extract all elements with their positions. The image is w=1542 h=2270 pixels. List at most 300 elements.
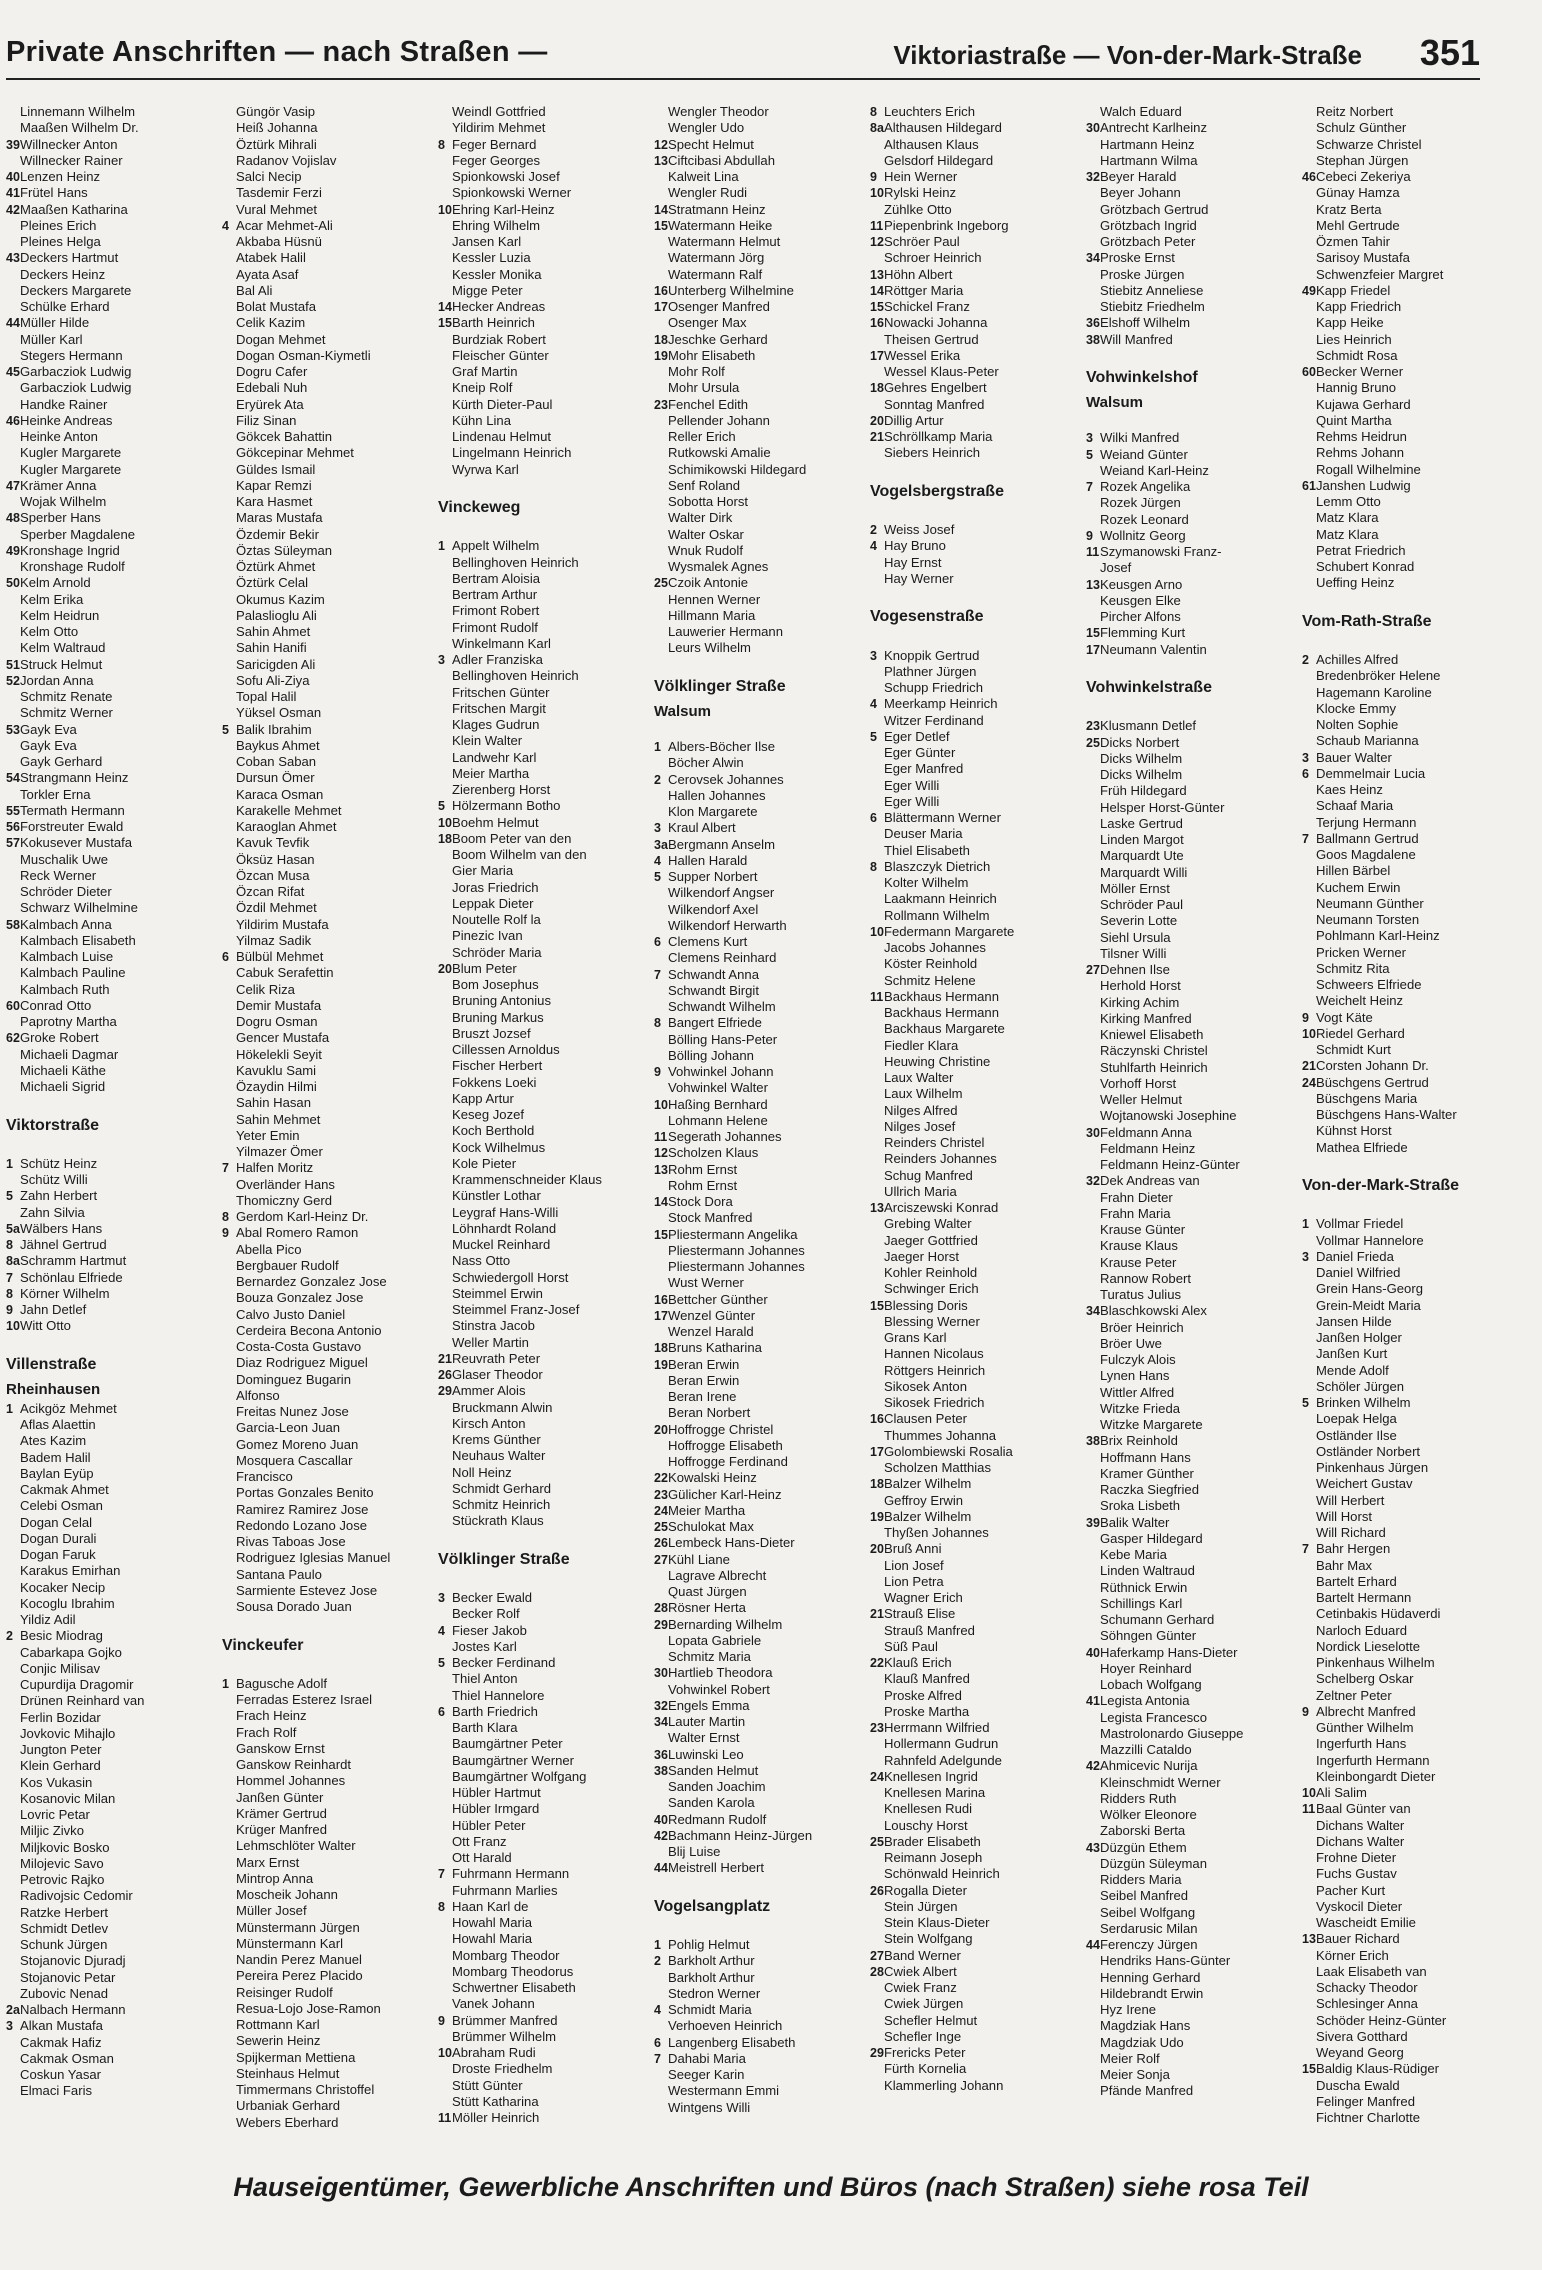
house-number — [1086, 1775, 1100, 1791]
house-number: 38 — [1086, 332, 1100, 347]
house-number — [870, 1818, 884, 1834]
resident-name: Knellesen Marina — [884, 1785, 986, 1800]
directory-entry — [1086, 234, 1302, 250]
house-number — [870, 1460, 884, 1476]
directory-entry — [6, 494, 222, 510]
resident-name: Hillen Bärbel — [1316, 863, 1391, 879]
directory-entry — [1086, 642, 1302, 658]
resident-name: Sroka Lisbeth — [1100, 1498, 1181, 1514]
resident-name: Hoffrogge Elisabeth — [668, 1437, 783, 1453]
resident-name: Schulokat Max — [668, 1519, 754, 1534]
house-number — [1302, 1558, 1316, 1574]
directory-entry — [1302, 1428, 1518, 1444]
directory-entry — [438, 912, 654, 928]
house-number — [1086, 299, 1100, 315]
resident-name: Edebali Nuh — [236, 380, 308, 396]
house-number — [1302, 945, 1316, 961]
resident-name: Krems Günther — [452, 1432, 541, 1447]
resident-name: Zubovic Nenad — [20, 1985, 109, 2001]
directory-entry — [438, 2029, 654, 2045]
house-number — [438, 993, 452, 1009]
house-number — [438, 1205, 452, 1221]
house-number — [438, 701, 452, 717]
house-number — [222, 2082, 236, 2098]
directory-entry — [222, 494, 438, 510]
directory-entry — [438, 1964, 654, 1980]
directory-entry — [870, 761, 1086, 777]
resident-name: Gayk Eva — [20, 737, 77, 753]
house-number: 27 — [870, 1948, 884, 1963]
house-number — [870, 250, 884, 266]
directory-entry — [222, 689, 438, 705]
house-number — [222, 1550, 236, 1566]
resident-name: Nilges Josef — [884, 1118, 956, 1134]
house-number — [438, 863, 452, 879]
resident-name: Adler Franziska — [452, 652, 543, 667]
resident-name: Landwehr Karl — [452, 749, 537, 765]
resident-name: Kniewel Elisabeth — [1100, 1027, 1204, 1042]
directory-entry — [1086, 2002, 1302, 2018]
directory-entry — [1302, 413, 1518, 429]
resident-name: Bruning Antonius — [452, 993, 552, 1009]
directory-entry — [438, 928, 654, 944]
directory-entry — [222, 413, 438, 429]
resident-name: Krämer Anna — [20, 477, 97, 493]
house-number: 38 — [1086, 1434, 1100, 1449]
house-number: 30 — [1086, 121, 1100, 136]
resident-name: Kneip Rolf — [452, 380, 513, 396]
directory-entry — [654, 1779, 870, 1795]
house-number — [1302, 1720, 1316, 1736]
resident-name: Mohr Ursula — [668, 380, 740, 396]
directory-entry — [222, 104, 438, 120]
house-number — [222, 1063, 236, 1079]
spacer — [1302, 1200, 1518, 1216]
house-number — [654, 462, 668, 478]
directory-entry — [870, 1314, 1086, 1330]
directory-entry — [1086, 930, 1302, 946]
resident-name: Pleines Helga — [20, 234, 101, 249]
house-number — [1086, 1190, 1100, 1206]
directory-entry — [654, 1970, 870, 1986]
resident-name: Schmidt Gerhard — [452, 1480, 551, 1496]
resident-name: Rodriguez Iglesias Manuel — [236, 1550, 391, 1566]
house-number — [222, 104, 236, 120]
directory-entry — [1086, 153, 1302, 169]
resident-name: Öztürk Ahmet — [236, 559, 316, 574]
resident-name: Sanden Joachim — [668, 1779, 766, 1794]
directory-entry — [1302, 1140, 1518, 1156]
directory-entry — [1302, 510, 1518, 526]
directory-entry — [6, 1188, 222, 1204]
house-number: 40 — [6, 170, 20, 184]
directory-entry — [222, 527, 438, 543]
house-number: 32 — [1086, 170, 1100, 184]
directory-entry — [438, 1221, 654, 1237]
directory-entry — [870, 1460, 1086, 1476]
house-number — [1302, 1346, 1316, 1362]
directory-entry — [1302, 1395, 1518, 1411]
house-number — [1086, 2051, 1100, 2067]
directory-entry — [222, 1355, 438, 1371]
resident-name: Legista Antonia — [1100, 1693, 1190, 1709]
directory-entry — [1086, 816, 1302, 832]
resident-name: Hecker Andreas — [452, 299, 546, 314]
directory-entry — [6, 592, 222, 608]
resident-name: Haferkamp Hans-Dieter — [1100, 1644, 1238, 1660]
resident-name: Deuser Maria — [884, 826, 963, 842]
resident-name: Vorhoff Horst — [1100, 1075, 1177, 1091]
resident-name: Matz Klara — [1316, 510, 1379, 526]
resident-name: Pereira Perez Placido — [236, 1968, 363, 1984]
directory-entry — [1302, 912, 1518, 928]
resident-name: Band Werner — [884, 1947, 961, 1963]
directory-entry — [654, 1698, 870, 1714]
house-number — [438, 1481, 452, 1497]
resident-name: Althausen Hildegard — [884, 120, 1002, 136]
house-number — [438, 636, 452, 652]
directory-entry — [222, 2115, 438, 2131]
resident-name: Alkan Mustafa — [20, 2018, 103, 2034]
house-number — [1302, 120, 1316, 136]
house-number — [222, 1887, 236, 1903]
house-number — [222, 267, 236, 283]
house-number — [222, 1968, 236, 1984]
directory-entry — [222, 998, 438, 1014]
directory-entry — [1086, 1417, 1302, 1433]
resident-name: Grötzbach Gertrud — [1100, 201, 1209, 217]
resident-name: Watermann Helmut — [668, 234, 781, 249]
directory-entry — [870, 1119, 1086, 1135]
resident-name: Hagemann Karoline — [1316, 684, 1432, 700]
resident-name: Daniel Frieda — [1316, 1248, 1394, 1264]
resident-name: Weller Martin — [452, 1334, 529, 1350]
house-number: 9 — [1086, 528, 1093, 543]
resident-name: Howahl Maria — [452, 1915, 533, 1930]
house-number: 6 — [222, 950, 229, 964]
resident-name: Garbacziok Ludwig — [20, 364, 132, 379]
resident-name: Bruns Katharina — [668, 1340, 762, 1356]
directory-entry — [438, 1286, 654, 1302]
resident-name: Lembeck Hans-Dieter — [668, 1535, 795, 1551]
house-number — [438, 1964, 452, 1980]
directory-entry — [654, 494, 870, 510]
directory-entry — [222, 1242, 438, 1258]
directory-entry — [654, 1844, 870, 1860]
directory-entry — [870, 1996, 1086, 2012]
house-number — [1302, 397, 1316, 413]
directory-entry — [6, 2035, 222, 2051]
resident-name: Dogan Durali — [20, 1530, 97, 1546]
house-number — [6, 1856, 20, 1872]
house-number — [6, 283, 20, 299]
directory-entry — [438, 1736, 654, 1752]
resident-name: Stock Dora — [668, 1194, 733, 1209]
resident-name: Heinke Andreas — [20, 412, 113, 428]
house-number — [1086, 283, 1100, 299]
directory-entry — [1302, 1265, 1518, 1281]
house-number — [1302, 1688, 1316, 1704]
house-number — [222, 2033, 236, 2049]
house-number — [1302, 1411, 1316, 1427]
house-number — [1302, 1850, 1316, 1866]
house-number: 12 — [654, 1146, 668, 1161]
directory-entry — [1302, 1834, 1518, 1850]
street-heading: Vinckeufer — [222, 1636, 304, 1654]
house-number — [222, 1355, 236, 1371]
resident-name: Coskun Yasar — [20, 2067, 102, 2082]
resident-name: Fleischer Günter — [452, 347, 549, 363]
directory-entry — [438, 1400, 654, 1416]
directory-entry — [222, 185, 438, 201]
directory-entry — [1302, 283, 1518, 299]
house-number: 3 — [438, 1591, 445, 1605]
house-number — [1086, 946, 1100, 962]
directory-entry — [870, 924, 1086, 940]
resident-name: Jordan Anna — [20, 672, 94, 688]
directory-entry — [6, 982, 222, 998]
house-number: 18 — [654, 1341, 668, 1356]
resident-name: Sahin Mehmet — [236, 1111, 321, 1127]
resident-name: Jostes Karl — [452, 1638, 517, 1654]
directory-entry — [438, 1655, 654, 1671]
directory-entry — [6, 640, 222, 656]
resident-name: Böcher Alwin — [668, 755, 744, 771]
house-number — [870, 1866, 884, 1882]
resident-name: Proske Ernst — [1100, 250, 1175, 266]
resident-name: Özdemir Bekir — [236, 526, 319, 542]
resident-name: Bertram Aloisia — [452, 570, 541, 586]
resident-name: Backhaus Hermann — [884, 988, 999, 1004]
resident-name: Mosquera Cascallar — [236, 1452, 353, 1468]
resident-name: Schmitz Heinrich — [452, 1497, 551, 1512]
directory-entry — [1086, 832, 1302, 848]
resident-name: Baykus Ahmet — [236, 737, 320, 753]
directory-entry — [1086, 1352, 1302, 1368]
resident-name: Cabarkapa Gojko — [20, 1644, 122, 1660]
resident-name: Ridders Ruth — [1100, 1790, 1177, 1806]
house-number — [1302, 1736, 1316, 1752]
directory-entry — [1302, 831, 1518, 847]
resident-name: Schwandt Wilhelm — [668, 999, 776, 1014]
house-number — [6, 1596, 20, 1612]
resident-name: Elshoff Wilhelm — [1100, 315, 1190, 331]
directory-entry — [222, 1323, 438, 1339]
resident-name: Zierenberg Horst — [452, 782, 551, 797]
house-number — [438, 571, 452, 587]
resident-name: Weiss Josef — [884, 522, 955, 537]
resident-name: Bruckmann Alwin — [452, 1399, 553, 1415]
resident-name: Bernardez Gonzalez Jose — [236, 1274, 387, 1289]
resident-name: Söhngen Günter — [1100, 1628, 1197, 1644]
directory-entry — [654, 510, 870, 526]
directory-entry — [6, 1791, 222, 1807]
house-number: 15 — [1086, 626, 1100, 641]
house-number — [870, 364, 884, 380]
street-heading: Vinckeweg — [438, 499, 521, 516]
resident-name: Stütt Günter — [452, 2077, 523, 2093]
directory-entry — [1302, 1346, 1518, 1362]
directory-entry — [654, 1015, 870, 1031]
house-number — [1302, 234, 1316, 250]
resident-name: Blij Luise — [668, 1844, 721, 1859]
directory-entry — [438, 1156, 654, 1172]
resident-name: Stratmann Heinz — [668, 201, 766, 217]
house-number: 15 — [438, 316, 452, 331]
house-number — [1086, 463, 1100, 479]
house-number — [6, 1661, 20, 1677]
resident-name: Will Horst — [1316, 1508, 1373, 1524]
directory-entry — [654, 1259, 870, 1275]
house-number — [222, 965, 236, 981]
directory-entry — [1086, 1108, 1302, 1124]
house-number — [870, 1021, 884, 1037]
house-number — [438, 1416, 452, 1432]
resident-name: Witzke Frieda — [1100, 1400, 1181, 1416]
resident-name: Proske Martha — [884, 1703, 970, 1719]
house-number — [6, 429, 20, 445]
directory-entry — [1086, 1563, 1302, 1579]
directory-entry — [6, 299, 222, 315]
resident-name: Lehmschlöter Walter — [236, 1838, 356, 1854]
house-number — [438, 218, 452, 234]
resident-name: Drünen Reinhard van — [20, 1693, 145, 1709]
directory-entry — [654, 1422, 870, 1438]
resident-name: Will Herbert — [1316, 1492, 1385, 1508]
resident-name: Coban Saban — [236, 754, 317, 769]
directory-entry — [870, 555, 1086, 571]
resident-name: Sperber Magdalene — [20, 526, 136, 542]
resident-name: Sarisoy Mustafa — [1316, 250, 1410, 266]
resident-name: Sousa Dorado Juan — [236, 1599, 352, 1614]
house-number: 14 — [870, 283, 884, 298]
resident-name: Herrmann Wilfried — [884, 1720, 990, 1735]
resident-name: Pliestermann Angelika — [668, 1226, 798, 1242]
house-number — [1086, 1547, 1100, 1563]
spacer — [1086, 658, 1302, 674]
resident-name: Gasper Hildegard — [1100, 1530, 1203, 1546]
resident-name: Helsper Horst-Günter — [1100, 799, 1225, 815]
resident-name: Appelt Wilhelm — [452, 538, 540, 554]
directory-entry — [1302, 1590, 1518, 1606]
resident-name: Rollmann Wilhelm — [884, 907, 990, 923]
house-number — [6, 1791, 20, 1807]
directory-entry — [654, 2083, 870, 2099]
resident-name: Feldmann Heinz — [1100, 1140, 1196, 1156]
resident-name: Marquardt Willi — [1100, 864, 1188, 880]
directory-entry — [6, 998, 222, 1014]
house-number — [222, 1420, 236, 1436]
resident-name: Pliestermann Johannes — [668, 1242, 805, 1258]
house-number — [870, 1850, 884, 1866]
directory-entry — [6, 1515, 222, 1531]
house-number — [654, 624, 668, 640]
resident-name: Bangert Elfriede — [668, 1015, 762, 1031]
house-number — [6, 2051, 20, 2067]
directory-entry — [438, 961, 654, 977]
resident-name: Vyskocil Dieter — [1316, 1898, 1403, 1914]
resident-name: Ostländer Ilse — [1316, 1427, 1397, 1443]
resident-name: Schmidt Maria — [668, 2002, 752, 2017]
house-number: 38 — [654, 1763, 668, 1778]
house-number — [1086, 1401, 1100, 1417]
house-number — [222, 315, 236, 331]
resident-name: Rogall Wilhelmine — [1316, 461, 1421, 477]
house-number — [222, 1599, 236, 1615]
house-number — [1086, 1060, 1100, 1076]
directory-entry — [1302, 1899, 1518, 1915]
resident-name: Schülke Erhard — [20, 299, 110, 314]
house-number: 8 — [654, 1016, 661, 1031]
resident-name: Seeger Karin — [668, 2067, 745, 2082]
directory-entry — [1086, 1970, 1302, 1986]
resident-name: Hay Ernst — [884, 554, 942, 570]
house-number — [6, 332, 20, 348]
house-number — [222, 1518, 236, 1534]
directory-entry — [1086, 1661, 1302, 1677]
house-number — [438, 1720, 452, 1736]
house-number — [654, 1454, 668, 1470]
directory-entry — [870, 571, 1086, 587]
house-number — [870, 1233, 884, 1249]
directory-entry — [1086, 767, 1302, 783]
house-number: 4 — [438, 1623, 445, 1638]
directory-entry — [1086, 848, 1302, 864]
resident-name: Hübler Hartmut — [452, 1785, 541, 1800]
directory-entry — [870, 1054, 1086, 1070]
directory-entry — [222, 819, 438, 835]
resident-name: Winkelmann Karl — [452, 635, 551, 651]
directory-entry — [222, 1985, 438, 2001]
house-number: 58 — [6, 917, 20, 932]
resident-name: Baldig Klaus-Rüdiger — [1316, 2061, 1440, 2077]
resident-name: Reinders Johannes — [884, 1151, 997, 1167]
house-number — [654, 1649, 668, 1665]
house-number: 3a — [654, 837, 668, 852]
house-number — [654, 1032, 668, 1048]
resident-name: Feldmann Heinz-Günter — [1100, 1157, 1240, 1172]
resident-name: Beran Erwin — [668, 1372, 740, 1388]
resident-name: Körner Wilhelm — [20, 1285, 110, 1301]
directory-entry — [438, 283, 654, 299]
house-number — [870, 1428, 884, 1444]
house-number — [222, 673, 236, 689]
directory-entry — [6, 234, 222, 250]
house-number: 5a — [6, 1221, 20, 1236]
resident-name: Narloch Eduard — [1316, 1622, 1407, 1638]
directory-entry — [870, 1850, 1086, 1866]
directory-entry — [1086, 544, 1302, 560]
house-number: 15 — [870, 1298, 884, 1313]
resident-name: Palaslioglu Ali — [236, 607, 317, 623]
directory-entry — [1086, 1336, 1302, 1352]
column-2 — [222, 104, 438, 2152]
directory-entry — [438, 1899, 654, 1915]
resident-name: Kraul Albert — [668, 820, 736, 836]
house-number: 3 — [6, 2019, 13, 2034]
resident-name: Bellinghoven Heinrich — [452, 668, 579, 684]
house-number — [1086, 2083, 1100, 2099]
house-number — [6, 1482, 20, 1498]
house-number: 10 — [870, 924, 884, 939]
resident-name: Nordick Lieselotte — [1316, 1638, 1421, 1654]
resident-name: Fuhrmann Marlies — [452, 1882, 558, 1898]
house-number — [1086, 1791, 1100, 1807]
directory-entry — [438, 380, 654, 396]
resident-name: Conrad Otto — [20, 997, 92, 1013]
house-number — [870, 1070, 884, 1086]
resident-name: Barth Heinrich — [452, 315, 535, 331]
